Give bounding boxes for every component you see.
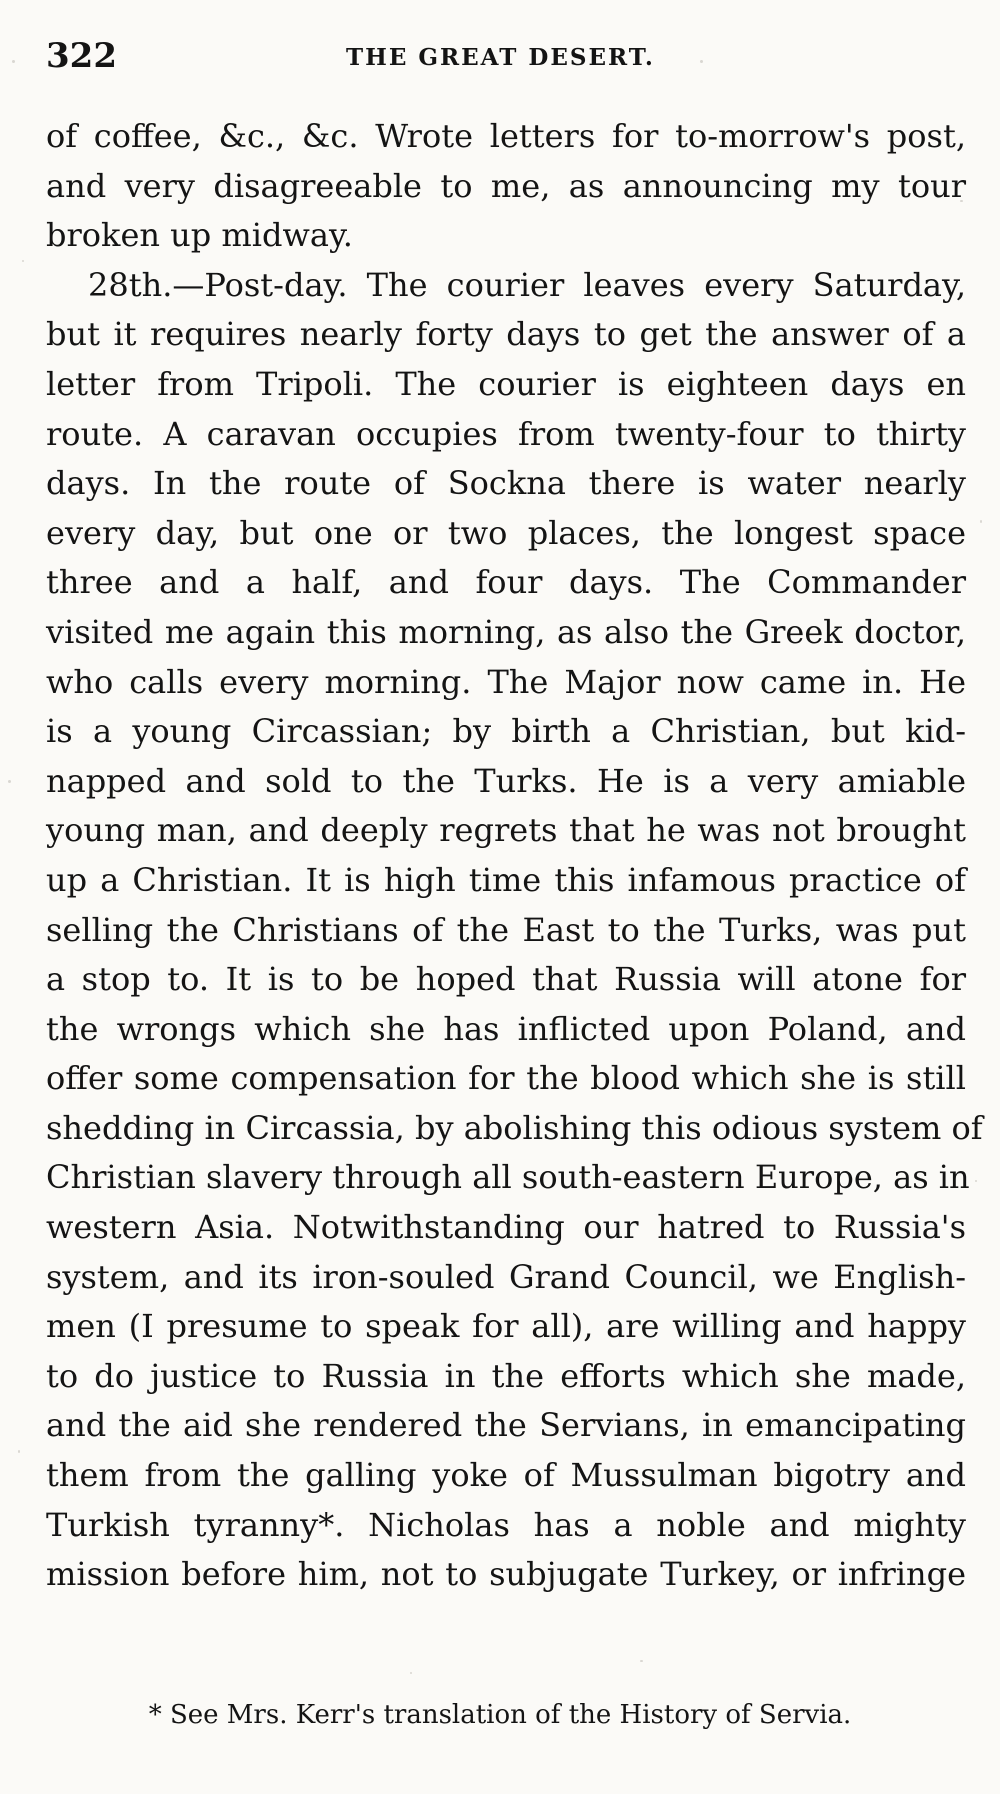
text-line: and very disagreeable to me, as announcing my tour [46, 166, 966, 205]
text-line: visited me again this morning, as also the Greek doctor, [46, 612, 966, 651]
text-line: men (I presume to speak for all), are willing and happy [46, 1307, 966, 1346]
text-line: them from the galling yoke of Mussulman bigotry and [46, 1456, 966, 1495]
text-line: 28th.—Post-day. The courier leaves every Saturday, [88, 265, 966, 304]
text-line: western Asia. Notwithstanding our hatred to Russia's [46, 1208, 966, 1247]
text-line: route. A caravan occupies from twenty-four to thirty [46, 414, 966, 453]
text-line: of coffee, &c., &c. Wrote letters for to-morrow's post, [46, 117, 966, 155]
text-line: broken up midway. [46, 216, 353, 255]
text-line: who calls every morning. The Major now came in. He [46, 662, 966, 701]
text-line: system, and its iron-souled Grand Council, we English- [46, 1257, 966, 1296]
text-line: to do justice to Russia in the efforts which she made, [46, 1356, 966, 1395]
text-line: up a Christian. It is high time this infamous practice of [46, 860, 966, 899]
text-line: but it requires nearly forty days to get the answer of a [46, 315, 966, 354]
text-line: is a young Circassian; by birth a Christian, but kid- [46, 712, 966, 751]
text-line: mission before him, not to subjugate Turkey, or infringe [46, 1555, 966, 1594]
text-line: the wrongs which she has inflicted upon Poland, and [46, 1009, 966, 1048]
text-line: Christian slavery through all south-eastern Europe, as in [46, 1158, 970, 1197]
text-line: selling the Christians of the East to the Turks, was put [46, 910, 966, 949]
text-line: a stop to. It is to be hoped that Russia will atone for [46, 960, 966, 999]
text-line: Turkish tyranny*. Nicholas has a noble and mighty [46, 1505, 966, 1544]
text-line: shedding in Circassia, by abolishing this odious system of [46, 1108, 983, 1147]
running-title: THE GREAT DESERT. [346, 44, 655, 71]
footnote: * See Mrs. Kerr's translation of the History of Servia. [148, 1700, 852, 1730]
text-line: letter from Tripoli. The courier is eighteen days en [46, 364, 966, 403]
text-line: days. In the route of Sockna there is water nearly [46, 464, 966, 503]
page-number: 322 [46, 36, 117, 76]
text-line: offer some compensation for the blood which she is still [46, 1059, 966, 1098]
text-line: and the aid she rendered the Servians, in emancipating [46, 1406, 966, 1445]
page-header [46, 36, 966, 86]
text-line: three and a half, and four days. The Commander [46, 563, 966, 602]
text-line: young man, and deeply regrets that he was not brought [46, 811, 966, 850]
text-line: napped and sold to the Turks. He is a very amiable [46, 761, 966, 800]
body-text [46, 112, 983, 1600]
text-line: every day, but one or two places, the longest space [46, 513, 966, 552]
